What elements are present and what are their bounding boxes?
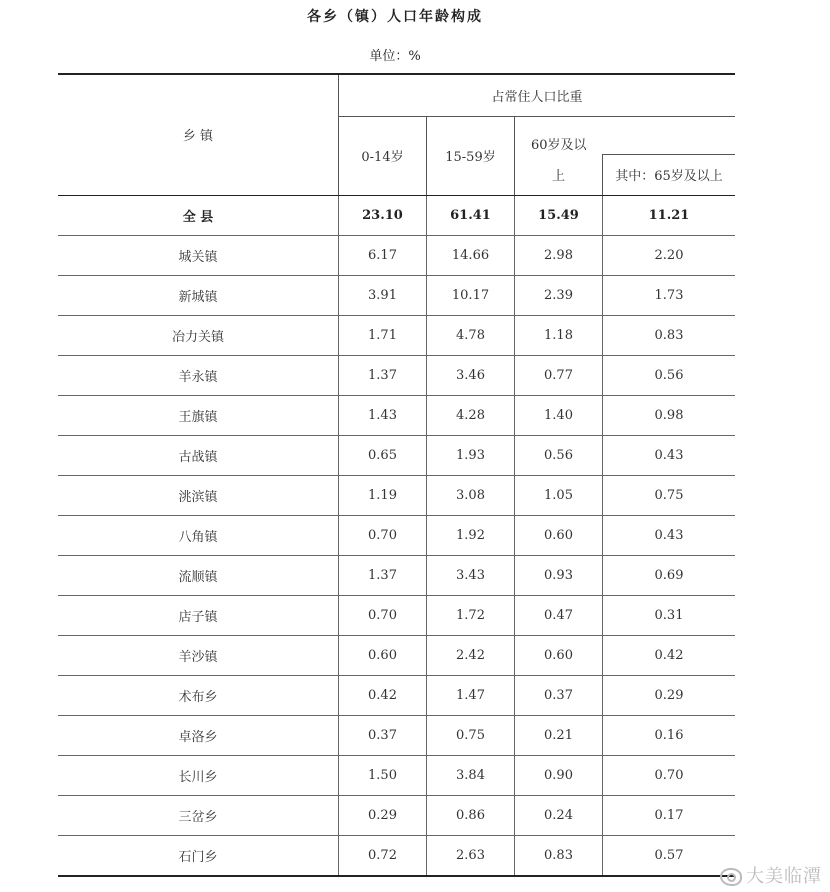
table-row [58, 435, 735, 475]
town-name: 卓洛乡 [58, 715, 339, 755]
town-name: 全 县 [58, 195, 339, 235]
table-row [58, 275, 735, 315]
value-age-15-59: 1.47 [427, 675, 515, 715]
value-age-65-plus: 0.29 [603, 675, 736, 715]
town-name: 八角镇 [58, 515, 339, 555]
value-age-15-59: 4.78 [427, 315, 515, 355]
value-age-65-plus: 11.21 [603, 195, 736, 235]
value-age-15-59: 1.72 [427, 595, 515, 635]
value-age-0-14: 0.65 [339, 435, 427, 475]
value-age-60-plus: 0.93 [515, 555, 603, 595]
value-age-65-plus: 0.57 [603, 835, 736, 876]
value-age-0-14: 1.50 [339, 755, 427, 795]
value-age-60-plus: 0.47 [515, 595, 603, 635]
table-row [58, 835, 735, 876]
header-age-15-59: 15-59岁 [427, 117, 515, 196]
town-name: 古战镇 [58, 435, 339, 475]
value-age-60-plus: 0.60 [515, 515, 603, 555]
value-age-0-14: 1.37 [339, 555, 427, 595]
value-age-60-plus: 1.05 [515, 475, 603, 515]
table-row [58, 635, 735, 675]
town-name: 冶力关镇 [58, 315, 339, 355]
table-row [58, 755, 735, 795]
value-age-0-14: 1.71 [339, 315, 427, 355]
value-age-15-59: 2.63 [427, 835, 515, 876]
header-age-60-line1: 60岁及以 [515, 117, 603, 155]
town-name: 三岔乡 [58, 795, 339, 835]
value-age-60-plus: 1.40 [515, 395, 603, 435]
value-age-0-14: 0.37 [339, 715, 427, 755]
value-age-60-plus: 0.90 [515, 755, 603, 795]
value-age-65-plus: 0.69 [603, 555, 736, 595]
value-age-60-plus: 0.60 [515, 635, 603, 675]
town-name: 术布乡 [58, 675, 339, 715]
header-share: 占常住人口比重 [339, 74, 736, 117]
town-name: 长川乡 [58, 755, 339, 795]
header-age-65: 其中：65岁及以上 [603, 154, 736, 195]
table-row [58, 475, 735, 515]
value-age-65-plus: 1.73 [603, 275, 736, 315]
value-age-0-14: 0.60 [339, 635, 427, 675]
value-age-60-plus: 0.21 [515, 715, 603, 755]
value-age-0-14: 1.19 [339, 475, 427, 515]
value-age-65-plus: 0.16 [603, 715, 736, 755]
value-age-65-plus: 0.43 [603, 515, 736, 555]
value-age-0-14: 0.29 [339, 795, 427, 835]
value-age-0-14: 0.70 [339, 515, 427, 555]
value-age-60-plus: 2.39 [515, 275, 603, 315]
value-age-60-plus: 0.24 [515, 795, 603, 835]
value-age-65-plus: 0.56 [603, 355, 736, 395]
value-age-0-14: 0.42 [339, 675, 427, 715]
value-age-60-plus: 0.77 [515, 355, 603, 395]
table-row [58, 235, 735, 275]
town-name: 新城镇 [58, 275, 339, 315]
table-row [58, 315, 735, 355]
value-age-15-59: 10.17 [427, 275, 515, 315]
value-age-15-59: 1.92 [427, 515, 515, 555]
table-row-total [58, 195, 735, 235]
value-age-0-14: 1.43 [339, 395, 427, 435]
header-town: 乡 镇 [58, 74, 339, 195]
value-age-65-plus: 0.70 [603, 755, 736, 795]
value-age-60-plus: 0.83 [515, 835, 603, 876]
town-name: 店子镇 [58, 595, 339, 635]
value-age-0-14: 3.91 [339, 275, 427, 315]
value-age-15-59: 3.08 [427, 475, 515, 515]
town-name: 流顺镇 [58, 555, 339, 595]
value-age-65-plus: 0.98 [603, 395, 736, 435]
value-age-15-59: 1.93 [427, 435, 515, 475]
value-age-60-plus: 2.98 [515, 235, 603, 275]
value-age-0-14: 23.10 [339, 195, 427, 235]
town-name: 羊永镇 [58, 355, 339, 395]
value-age-0-14: 0.70 [339, 595, 427, 635]
value-age-15-59: 2.42 [427, 635, 515, 675]
header-age-60-spacer [603, 117, 736, 155]
table-row [58, 515, 735, 555]
value-age-60-plus: 0.37 [515, 675, 603, 715]
table-row [58, 355, 735, 395]
town-name: 洮滨镇 [58, 475, 339, 515]
value-age-60-plus: 1.18 [515, 315, 603, 355]
unit-label: 单位：% [369, 49, 421, 64]
value-age-15-59: 4.28 [427, 395, 515, 435]
value-age-65-plus: 0.43 [603, 435, 736, 475]
table-row [58, 595, 735, 635]
value-age-65-plus: 0.31 [603, 595, 736, 635]
value-age-65-plus: 0.83 [603, 315, 736, 355]
value-age-15-59: 0.75 [427, 715, 515, 755]
value-age-15-59: 3.84 [427, 755, 515, 795]
value-age-15-59: 3.46 [427, 355, 515, 395]
town-name: 城关镇 [58, 235, 339, 275]
value-age-0-14: 0.72 [339, 835, 427, 876]
population-age-table [58, 73, 735, 877]
value-age-0-14: 6.17 [339, 235, 427, 275]
value-age-65-plus: 0.42 [603, 635, 736, 675]
watermark [720, 862, 822, 888]
value-age-60-plus: 0.56 [515, 435, 603, 475]
value-age-65-plus: 2.20 [603, 235, 736, 275]
town-name: 石门乡 [58, 835, 339, 876]
value-age-60-plus: 15.49 [515, 195, 603, 235]
table-row [58, 555, 735, 595]
value-age-65-plus: 0.75 [603, 475, 736, 515]
watermark-text: 大美临潭 [746, 866, 822, 887]
value-age-15-59: 61.41 [427, 195, 515, 235]
table-row [58, 795, 735, 835]
page-title: 各乡（镇）人口年龄构成 [307, 9, 483, 25]
town-name: 羊沙镇 [58, 635, 339, 675]
weibo-icon [720, 868, 742, 886]
value-age-15-59: 0.86 [427, 795, 515, 835]
header-age-60-line2: 上 [515, 154, 603, 195]
value-age-15-59: 14.66 [427, 235, 515, 275]
value-age-65-plus: 0.17 [603, 795, 736, 835]
table-row [58, 395, 735, 435]
town-name: 王旗镇 [58, 395, 339, 435]
header-age-0-14: 0-14岁 [339, 117, 427, 196]
table-row [58, 715, 735, 755]
table-row [58, 675, 735, 715]
value-age-0-14: 1.37 [339, 355, 427, 395]
value-age-15-59: 3.43 [427, 555, 515, 595]
